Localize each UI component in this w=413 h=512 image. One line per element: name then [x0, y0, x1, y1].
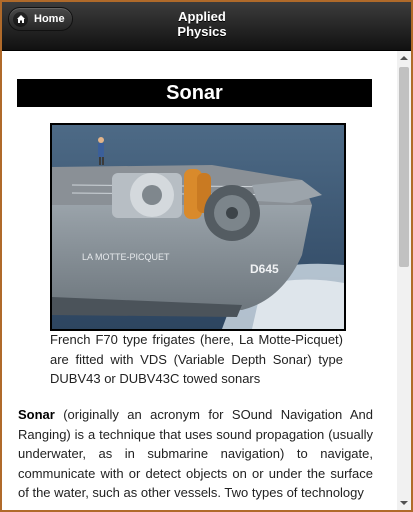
home-button-label: Home	[34, 13, 65, 25]
arrow-down-icon[interactable]	[397, 496, 411, 510]
arrow-up-icon[interactable]	[397, 51, 411, 65]
vertical-scrollbar[interactable]	[397, 51, 411, 510]
scrollbar-thumb[interactable]	[399, 67, 409, 267]
intro-term: Sonar	[18, 407, 55, 422]
image-caption: French F70 type frigates (here, La Motte-Picquet) are fitted with VDS (Variable Depth Sonar) type DUBV43 or DUBV43C towed sonars	[50, 332, 343, 386]
home-icon	[13, 12, 28, 27]
intro-text: (originally an acronym for SOund Navigation And Ranging) is a technique that uses sound propagation (usually underwater, as in submarine navigation) to navigate, communicate with or detect objects on or under the surface of the water, such as other vessels. Two types of technology	[18, 407, 373, 500]
app-title: Applied Physics	[177, 9, 227, 39]
home-button[interactable]	[8, 7, 73, 31]
hull-name-text: LA MOTTE-PICQUET	[82, 252, 170, 262]
sonar-frigate-photo	[50, 123, 346, 331]
content-area[interactable]	[2, 51, 397, 510]
header-bar	[2, 2, 411, 51]
page-title: Sonar	[17, 79, 372, 107]
hull-number-text: D645	[250, 262, 279, 276]
intro-paragraph	[18, 405, 373, 503]
